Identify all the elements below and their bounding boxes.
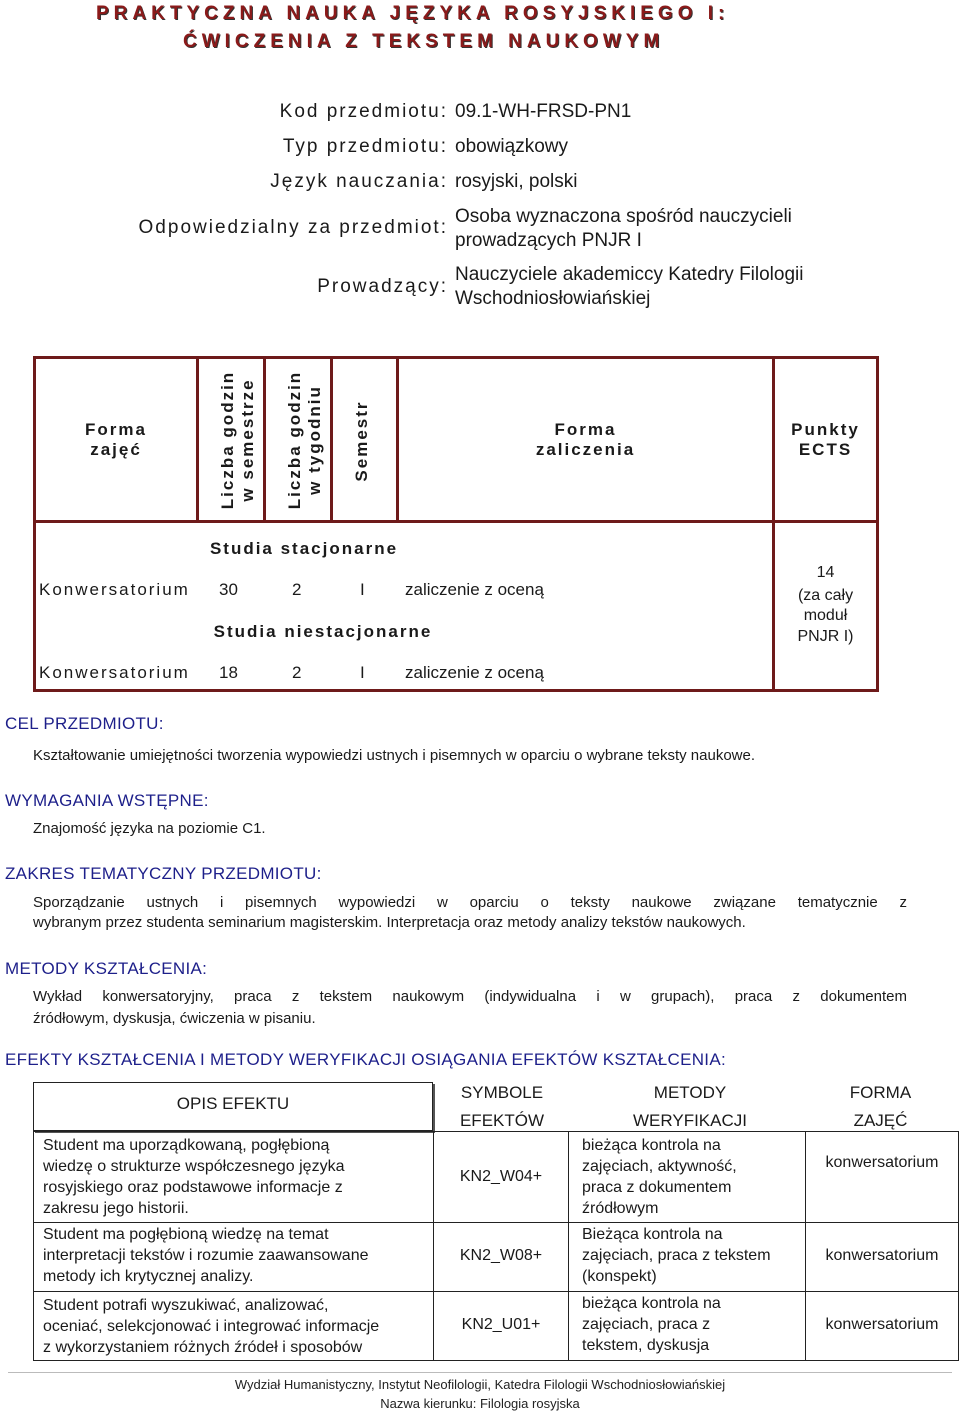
odpowiedzialny-value-line-2: prowadzących PNJR I <box>455 230 642 251</box>
odpowiedzialny-value-line-1: Osoba wyznaczona spośród nauczycieli <box>455 206 792 227</box>
ects-value: 14 (za cały moduł PNJR I) <box>797 564 854 645</box>
odpowiedzialny-label: Odpowiedzialny za przedmiot: <box>138 217 448 238</box>
row1-godziny-tydzien: 2 <box>292 580 302 599</box>
typ-value: obowiązkowy <box>455 136 568 157</box>
metody-text-line-1: Wykład konwersatoryjny, praca z tekstem naukowym (indywidualna i w grupach), praca z dokumentem <box>33 988 907 1005</box>
effect-row-1-forma: konwersatorium <box>825 1154 939 1171</box>
document-title-line-2: ĆWICZENIA Z TEKSTEM NAUKOWYM <box>183 31 665 52</box>
cel-text: Kształtowanie umiejętności tworzenia wypowiedzi ustnych i pisemnych w oparciu o wybrane teksty naukowe. <box>33 747 756 764</box>
header-semestr: Semestr <box>352 400 371 482</box>
effects-header-forma: FORMA ZAJĘĆ <box>849 1083 912 1130</box>
header-punkty-ects: Punkty ECTS <box>791 420 860 459</box>
metody-text-line-2: źródłowym, dyskusja, ćwiczenia w pisaniu. <box>33 1010 316 1027</box>
effect-row-3-symbol: KN2_U01+ <box>461 1316 541 1333</box>
header-forma-zajec: Forma zajęć <box>85 420 147 459</box>
zakres-title: ZAKRES TEMATYCZNY PRZEDMIOTU: <box>5 864 322 883</box>
kod-value: 09.1-WH-FRSD-PN1 <box>455 101 632 122</box>
effect-row-3-metody: bieżąca kontrola na zajęciach, praca z tekstem, dyskusja <box>582 1295 721 1354</box>
effect-row-2-symbol: KN2_W08+ <box>459 1247 543 1264</box>
effects-header-metody: METODY WERYFIKACJI <box>633 1083 747 1130</box>
zakres-text-line-2: wybranym przez studenta seminarium magisterskim. Interpretacja oraz metody analizy tekstów naukowych. <box>33 914 746 931</box>
row1-forma: Konwersatorium <box>39 580 190 599</box>
wymagania-text: Znajomość języka na poziomie C1. <box>33 820 266 837</box>
effect-row-2-metody: Bieżąca kontrola na zajęciach, praca z tekstem (konspekt) <box>582 1226 771 1285</box>
jezyk-label: Język nauczania: <box>270 171 448 192</box>
wymagania-title: WYMAGANIA WSTĘPNE: <box>5 791 209 810</box>
cel-title: CEL PRZEDMIOTU: <box>5 714 164 733</box>
header-liczba-godzin-semestr: Liczba godzin w semestrze <box>218 370 257 510</box>
effect-row-3-opis: Student potrafi wyszukiwać, analizować, oceniać, selekcjonować i integrować informacje z wykorzystaniem różnych źródeł i sposobów <box>43 1297 380 1356</box>
footer-divider <box>8 1372 952 1373</box>
prowadzacy-value-line-1: Nauczyciele akademiccy Katedry Filologii <box>455 264 804 285</box>
row2-semestr: I <box>360 663 365 682</box>
effect-row-1-metody: bieżąca kontrola na zajęciach, aktywność, praca z dokumentem źródłowym <box>582 1137 737 1217</box>
header-forma-zaliczenia: Forma zaliczenia <box>535 420 636 459</box>
metody-title: METODY KSZTAŁCENIA: <box>5 959 208 978</box>
effect-row-1-symbol: KN2_W04+ <box>459 1168 543 1185</box>
typ-label: Typ przedmiotu: <box>282 136 448 157</box>
effects-header-symbole: SYMBOLE EFEKTÓW <box>459 1083 545 1130</box>
footer-line-1: Wydział Humanistyczny, Instytut Neofilologii, Katedra Filologii Wschodniosłowiańskiej <box>234 1377 726 1392</box>
effect-row-2-forma: konwersatorium <box>825 1247 939 1264</box>
jezyk-value: rosyjski, polski <box>455 171 578 192</box>
effects-header-opis: OPIS EFEKTU <box>176 1094 290 1113</box>
row1-zaliczenie: zaliczenie z oceną <box>405 580 544 599</box>
row1-godziny-semestr: 30 <box>219 580 238 599</box>
effect-row-2-opis: Student ma pogłębioną wiedzę na temat interpretacji tekstów i rozumie zaawansowane metody ich krytycznej analizy. <box>43 1226 369 1285</box>
row2-zaliczenie: zaliczenie z oceną <box>405 663 544 682</box>
zakres-text-line-1: Sporządzanie ustnych i pisemnych wypowiedzi w oparciu o teksty naukowe związane tematycznie z <box>33 894 907 911</box>
row2-forma: Konwersatorium <box>39 663 190 682</box>
row2-godziny-tydzien: 2 <box>292 663 302 682</box>
row2-godziny-semestr: 18 <box>219 663 238 682</box>
row1-semestr: I <box>360 580 365 599</box>
effect-row-3-forma: konwersatorium <box>825 1316 939 1333</box>
section-studia-stacjonarne: Studia stacjonarne <box>209 539 399 558</box>
efekty-title: EFEKTY KSZTAŁCENIA I METODY WERYFIKACJI OSIĄGANIA EFEKTÓW KSZTAŁCENIA: <box>5 1050 726 1069</box>
effect-row-1-opis: Student ma uporządkowaną, pogłębioną wiedzę o strukturze współczesnego języka rosyjskiego oraz podstawowe informacje z zakresu jego historii. <box>43 1137 345 1217</box>
section-studia-niestacjonarne: Studia niestacjonarne <box>213 622 433 641</box>
footer-line-2: Nazwa kierunku: Filologia rosyjska <box>380 1396 580 1411</box>
kod-label: Kod przedmiotu: <box>279 101 448 122</box>
prowadzacy-value-line-2: Wschodniosłowiańskiej <box>455 288 651 309</box>
document-title-line-1: PRAKTYCZNA NAUKA JĘZYKA ROSYJSKIEGO I: <box>96 3 730 24</box>
header-liczba-godzin-tydzien: Liczba godzin w tygodniu <box>285 370 324 510</box>
prowadzacy-label: Prowadzący: <box>317 276 448 297</box>
